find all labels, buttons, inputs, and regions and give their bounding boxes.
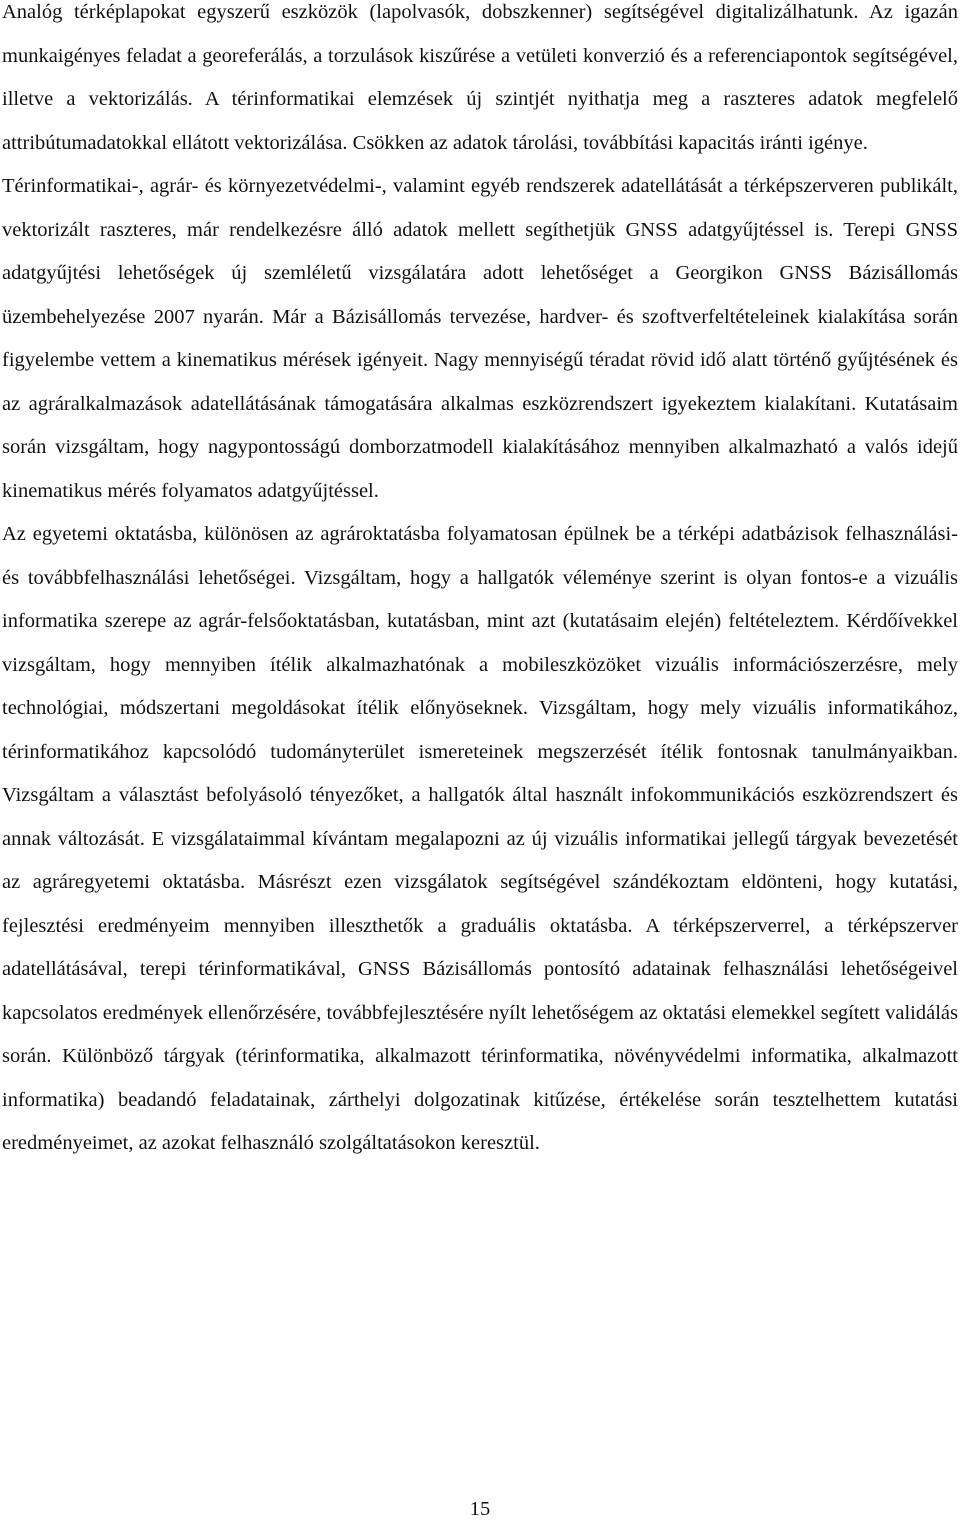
paragraph-education: Az egyetemi oktatásba, különösen az agrároktatásba folyamatosan épülnek be a térképi adatbázisok felhasználási- és továbbfelhasználási lehetőségei. Vizsgáltam, hogy a hallgatók véleménye szerint is olyan fontos-e a vizuális informatika szerepe az agrár-felsőoktatásban, kutatásban, mint azt (kutatásaim elején) feltételeztem. Kérdőívekkel vizsgáltam, hogy mennyiben ítélik alkalmazhatónak a mobileszközöket vizuális információszerzésre, mely technológiai, módszertani megoldásokat ítélik előnyöseknek. Vizsgáltam, hogy mely vizuális informatikához, térinformatikához kapcsolódó tudományterület ismereteinek megszerzését ítélik fontosnak tanulmányaikban. Vizsgáltam a választást befolyásoló tényezőket, a hallgatók által használt infokommunikációs eszközrendszert és annak változását. E vizsgálataimmal kívántam megalapozni az új vizuális informatikai jellegű tárgyak bevezetését az agráregyetemi oktatásba. Másrészt ezen vizsgálatok segítségével szándékoztam eldönteni, hogy kutatási, fejlesztési eredményeim mennyiben illeszthetők a graduális oktatásba. A térképszerverrel, a térképszerver adatellátásával, terepi térinformatikával, GNSS Bázisállomás pontosító adatainak felhasználási lehetőségeivel kapcsolatos eredmények ellenőrzésére, továbbfejlesztésére nyílt lehetőségem az oktatási elemekkel segített validálás során. Különböző tárgyak (térinformatika, alkalmazott térinformatika, növényvédelmi informatika, alkalmazott informatika) beadandó feladatainak, zárthelyi dolgozatinak kitűzése, értékelése során tesztelhettem kutatási eredményeimet, az azokat felhasználó szolgáltatásokon keresztül. <box>2 523 958 1154</box>
paragraph-digitization: Analóg térképlapokat egyszerű eszközök (lapolvasók, dobszkenner) segítségével digitalizálhatunk. Az igazán munkaigényes feladat a georeferálás, a torzulások kiszűrése a vetületi konverzió és a referenciapontok segítségével, illetve a vektorizálás. A térinformatikai elemzések új szintjét nyithatja meg a raszteres adatok megfelelő attribútumadatokkal ellátott vektorizálása. Csökken az adatok tárolási, továbbítási kapacitás iránti igénye. <box>2 1 958 154</box>
paragraph-gnss-data-collection: Térinformatikai-, agrár- és környezetvédelmi-, valamint egyéb rendszerek adatellátását a térképszerveren publikált, vektorizált raszteres, már rendelkezésre álló adatok mellett segíthetjük GNSS adatgyűjtéssel is. Terepi GNSS adatgyűjtési lehetőségek új szemléletű vizsgálatára adott lehetőséget a Georgikon GNSS Bázisállomás üzembehelyezése 2007 nyarán. Már a Bázisállomás tervezése, hardver- és szoftverfeltételeinek kialakítása során figyelembe vettem a kinematikus mérések igényeit. Nagy mennyiségű téradat rövid idő alatt történő gyűjtésének és az agráralkalmazások adatellátásának támogatására alkalmas eszközrendszert igyekeztem kialakítani. Kutatásaim során vizsgáltam, hogy nagypontosságú domborzatmodell kialakításához mennyiben alkalmazható a valós idejű kinematikus mérés folyamatos adatgyűjtéssel. <box>2 175 958 502</box>
body-text <box>2 0 958 1166</box>
page-number: 15 <box>469 1498 491 1520</box>
